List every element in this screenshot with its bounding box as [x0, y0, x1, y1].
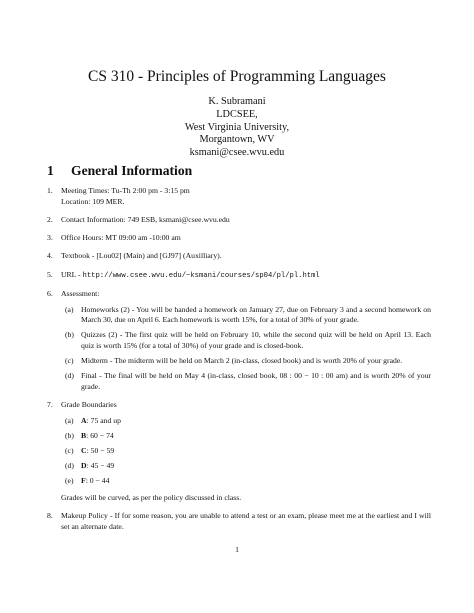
sub-item-label: (c) — [65, 445, 74, 455]
list-item-textbook — [47, 251, 431, 262]
author-department: LDCSEE, — [216, 108, 258, 120]
item-number: 2. — [47, 214, 53, 224]
author-email: ksmani@csee.wvu.edu — [189, 147, 285, 159]
sub-item-label: (c) — [65, 356, 74, 366]
item-number: 8. — [47, 510, 53, 520]
grade-boundary-c — [61, 446, 431, 457]
assessment-midterm — [61, 356, 431, 367]
section-content — [47, 186, 431, 540]
document-title: CS 310 - Principles of Programming Languages — [88, 68, 386, 85]
textbook: Textbook - [Lou02] (Main) and [GJ97] (Auxilliary). — [61, 251, 222, 261]
contact-information: Contact Information: 749 ESB, ksmani@csee.wvu.edu — [61, 214, 230, 224]
item-number: 4. — [47, 251, 53, 261]
list-item-meeting — [47, 186, 431, 208]
url-line — [61, 270, 431, 282]
list-item-url — [47, 270, 431, 282]
grade-range: : 75 and up — [86, 415, 121, 425]
makeup-policy: Makeup Policy - If for some reason, you are unable to attend a test or an exam, please meet me at the earliest and I will set an alternate date. — [61, 510, 431, 531]
sub-item-text: Homeworks (2) - You will be handed a homework on January 27, due on February 3 and a second homework on March 30, due on April 6. Each homework is worth 15%, for a total of 30% of your grade. — [81, 304, 431, 325]
item-number: 6. — [47, 288, 53, 298]
assessment-final — [61, 371, 431, 393]
office-hours: Office Hours: MT 09:00 am -10:00 am — [61, 233, 181, 243]
grade-sublist — [61, 416, 431, 487]
url-prefix: URL - — [61, 269, 83, 279]
section-number: 1 — [47, 163, 54, 178]
sub-item-text: Final - The final will be held on May 4 (in-class, closed book, 08 : 00 − 10 : 00 am) and is worth 20% of your grade. — [81, 371, 431, 391]
sub-item-label: (b) — [65, 330, 74, 340]
grade-range: : 0 − 44 — [85, 475, 110, 485]
author-block — [0, 96, 474, 160]
section-title: General Information — [71, 163, 193, 178]
list-item-makeup-policy — [47, 511, 431, 533]
author-name: K. Subramani — [208, 96, 266, 107]
item-number: 1. — [47, 186, 53, 195]
list-item-assessment — [47, 289, 431, 393]
sub-item-text: Quizzes (2) - The first quiz will be held on February 10, while the second quiz will be held on April 13. Each quiz is worth 15% (for a total of 30%) of your grade and is closed-book. — [81, 330, 431, 351]
sub-item-label: (d) — [65, 460, 74, 470]
assessment-sublist — [61, 305, 431, 393]
grade-range: : 50 − 59 — [86, 445, 115, 455]
sub-item-label: (a) — [65, 304, 74, 314]
grade-letter: C — [81, 445, 87, 455]
grade-boundary-a — [61, 416, 431, 427]
author-city: Morgantown, WV — [199, 134, 275, 146]
grade-range: : 60 − 74 — [86, 430, 114, 440]
grade-boundaries-label: Grade Boundaries — [61, 400, 117, 410]
list-item-contact — [47, 215, 431, 226]
item-number: 3. — [47, 233, 53, 243]
sub-item-label: (a) — [65, 415, 74, 425]
item-number: 5. — [47, 269, 53, 279]
grade-letter: A — [81, 415, 87, 425]
grade-letter: B — [81, 430, 87, 440]
list-item-office-hours — [47, 233, 431, 244]
page-number: 1 — [235, 545, 239, 554]
meeting-location: Location: 109 MER. — [61, 196, 125, 206]
sub-item-label: (d) — [65, 371, 74, 381]
course-url-link[interactable]: http://www.csee.wvu.edu/~ksmani/courses/sp04/pl/pl.html — [82, 271, 320, 280]
grade-curve-note: Grades will be curved, as per the policy discussed in class. — [61, 492, 242, 502]
grade-letter: D — [81, 460, 87, 470]
meeting-times: Meeting Times: Tu-Th 2:00 pm - 3:15 pm — [61, 186, 190, 195]
assessment-quizzes — [61, 330, 431, 352]
grade-boundary-d — [61, 461, 431, 472]
assessment-label: Assessment: — [61, 288, 100, 298]
sub-item-label: (e) — [65, 475, 74, 485]
sub-item-label: (b) — [65, 430, 74, 440]
grade-boundary-b — [61, 431, 431, 442]
assessment-homeworks — [61, 305, 431, 327]
sub-item-text: Midterm - The midterm will be held on March 2 (in-class, closed book) and is worth 20% of your grade. — [81, 356, 403, 366]
list-item-grade-boundaries — [47, 400, 431, 503]
author-university: West Virginia University, — [184, 121, 290, 133]
section-heading — [47, 163, 192, 179]
grade-letter: F — [81, 475, 86, 485]
grade-boundary-f — [61, 476, 431, 487]
grade-range: : 45 − 49 — [86, 460, 115, 470]
item-number: 7. — [47, 400, 53, 410]
